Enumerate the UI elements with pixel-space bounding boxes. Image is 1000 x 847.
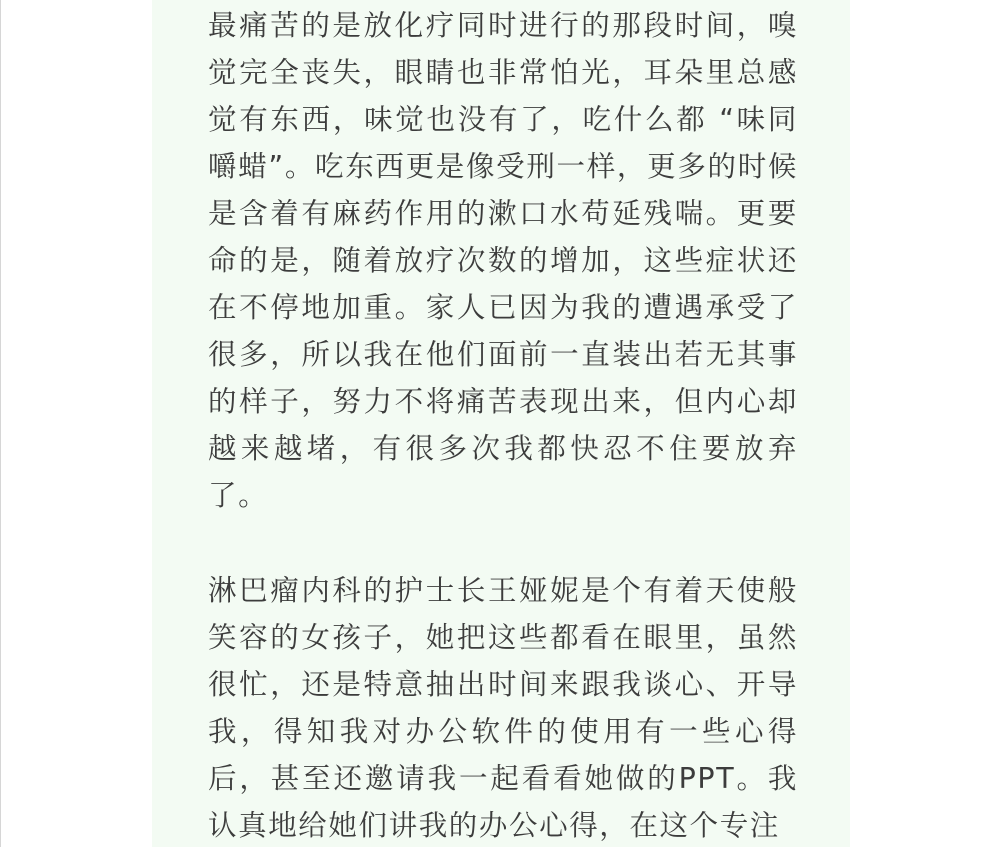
article-paragraph-2: 淋巴瘤内科的护士长王娅妮是个有着天使般笑容的女孩子，她把这些都看在眼里，虽然很忙，还是特意抽出时间来跟我谈心、开导我，得知我对办公软件的使用有一些心得后，甚至还邀请我一起看看她做的PPT。我认真地给她们讲我的办公心得，在这个专注	[208, 574, 798, 842]
article-paragraph-1: 最痛苦的是放化疗同时进行的那段时间，嗅觉完全丧失，眼睛也非常怕光，耳朵里总感觉有东西，味觉也没有了，吃什么都 “味同嚼蜡”。吃东西更是像受刑一样，更多的时候是含着有麻药作用的漱口水苟延残喘。更要命的是，随着放疗次数的增加，这些症状还在不停地加重。家人已因为我的遭遇承受了很多，所以我在他们面前一直装出若无其事的样子，努力不将痛苦表现出来，但内心却越来越堵，有很多次我都快忍不住要放弃了。	[208, 9, 798, 512]
page-left-border	[0, 0, 1, 847]
